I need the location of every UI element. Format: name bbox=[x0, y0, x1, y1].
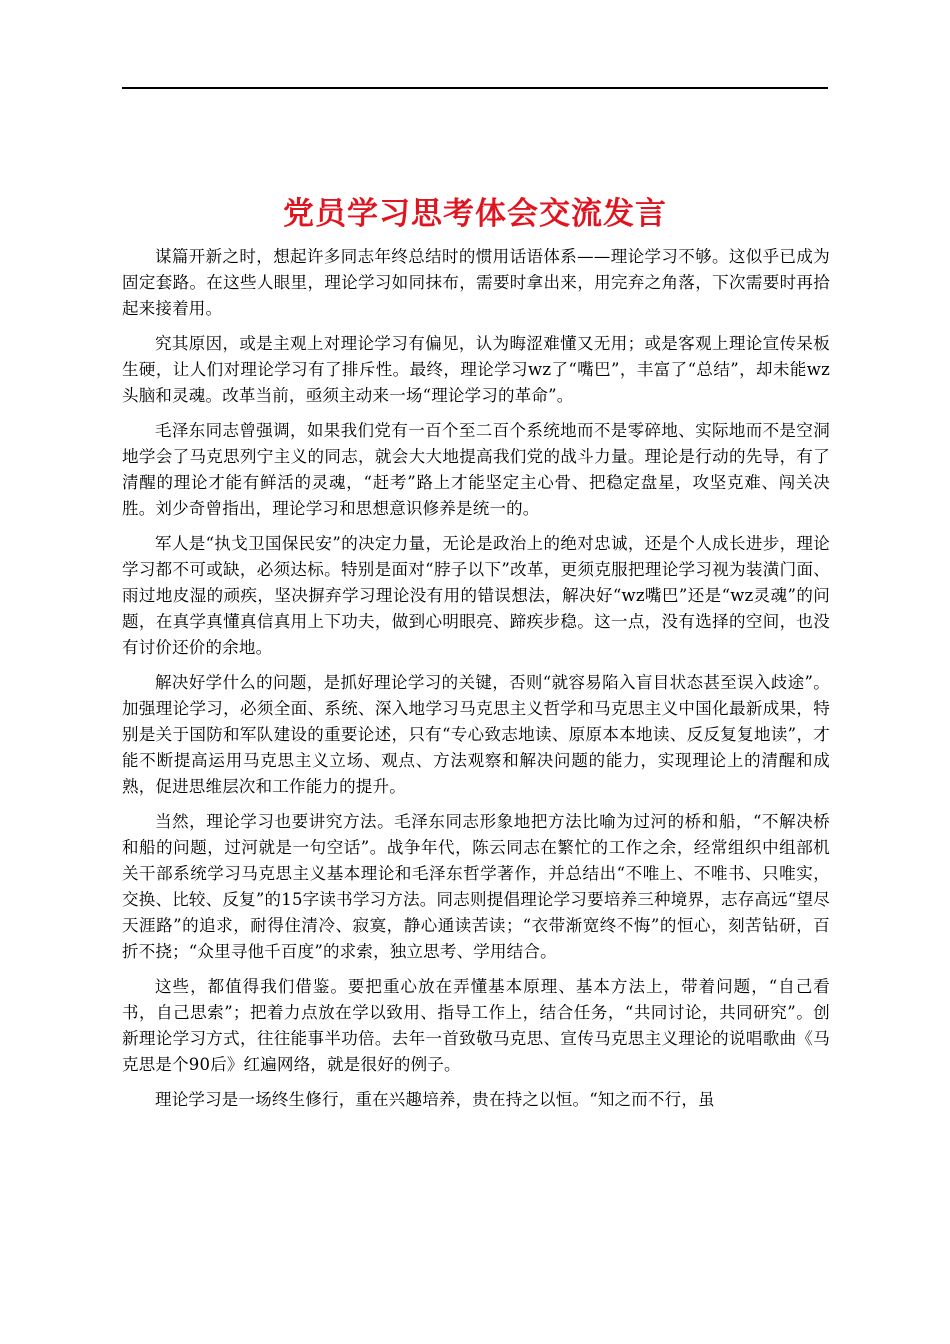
document-body bbox=[122, 244, 830, 1122]
paragraph: 谋篇开新之时，想起许多同志年终总结时的惯用话语体系——理论学习不够。这似乎已成为固定套路。在这些人眼里，理论学习如同抹布，需要时拿出来，用完弃之角落，下次需要时再拾起来接着用。 bbox=[122, 247, 830, 318]
paragraph: 解决好学什么的问题，是抓好理论学习的关键，否则“就容易陷入盲目状态甚至误入歧途”。加强理论学习，必须全面、系统、深入地学习马克思主义哲学和马克思主义中国化最新成果，特别是关于国防和军队建设的重要论述，只有“专心致志地读、原原本本地读、反反复复地读”，才能不断提高运用马克思主义立场、观点、方法观察和解决问题的能力，实现理论上的清醒和成熟，促进思维层次和工作能力的提升。 bbox=[122, 673, 830, 796]
header-rule bbox=[122, 87, 828, 89]
document-title: 党员学习思考体会交流发言 bbox=[283, 196, 667, 232]
paragraph: 究其原因，或是主观上对理论学习有偏见，认为晦涩难懂又无用；或是客观上理论宣传呆板生硬，让人们对理论学习有了排斥性。最终，理论学习wz了“嘴巴”，丰富了“总结”，却未能wz头脑和灵魂。改革当前，亟须主动来一场“理论学习的革命”。 bbox=[122, 334, 830, 405]
paragraph: 毛泽东同志曾强调，如果我们党有一百个至二百个系统地而不是零碎地、实际地而不是空洞地学会了马克思列宁主义的同志，就会大大地提高我们党的战斗力量。理论是行动的先导，有了清醒的理论才能有鲜活的灵魂，“赶考”路上才能坚定主心骨、把稳定盘星，攻坚克难、闯关决胜。刘少奇曾指出，理论学习和思想意识修养是统一的。 bbox=[122, 421, 830, 518]
paragraph: 这些，都值得我们借鉴。要把重心放在弄懂基本原理、基本方法上，带着问题，“自己看书，自己思索”；把着力点放在学以致用、指导工作上，结合任务，“共同讨论，共同研究”。创新理论学习方式，往往能事半功倍。去年一首致敬马克思、宣传马克思主义理论的说唱歌曲《马克思是个90后》红遍网络，就是很好的例子。 bbox=[122, 977, 830, 1074]
paragraph: 军人是“执戈卫国保民安”的决定力量，无论是政治上的绝对忠诚，还是个人成长进步，理论学习都不可或缺，必须达标。特别是面对“脖子以下”改革，更须克服把理论学习视为装潢门面、雨过地皮湿的顽疾，坚决摒弃学习理论没有用的错误想法，解决好“wz嘴巴”还是“wz灵魂”的问题，在真学真懂真信真用上下功夫，做到心明眼亮、蹄疾步稳。这一点，没有选择的空间，也没有讨价还价的余地。 bbox=[122, 534, 830, 657]
paragraph: 理论学习是一场终生修行，重在兴趣培养，贵在持之以恒。“知之而不行，虽 bbox=[155, 1090, 715, 1109]
paragraph: 当然，理论学习也要讲究方法。毛泽东同志形象地把方法比喻为过河的桥和船，“不解决桥和船的问题，过河就是一句空话”。战争年代，陈云同志在繁忙的工作之余，经常组织中组部机关干部系统学习马克思主义基本理论和毛泽东哲学著作，并总结出“不唯上、不唯书、只唯实，交换、比较、反复”的15字读书学习方法。同志则提倡理论学习要培养三种境界，志存高远“望尽天涯路”的追求，耐得住清冷、寂寞，静心通读苦读；“衣带渐宽终不悔”的恒心，刻苦钻研，百折不挠；“众里寻他千百度”的求索，独立思考、学用结合。 bbox=[122, 812, 830, 961]
